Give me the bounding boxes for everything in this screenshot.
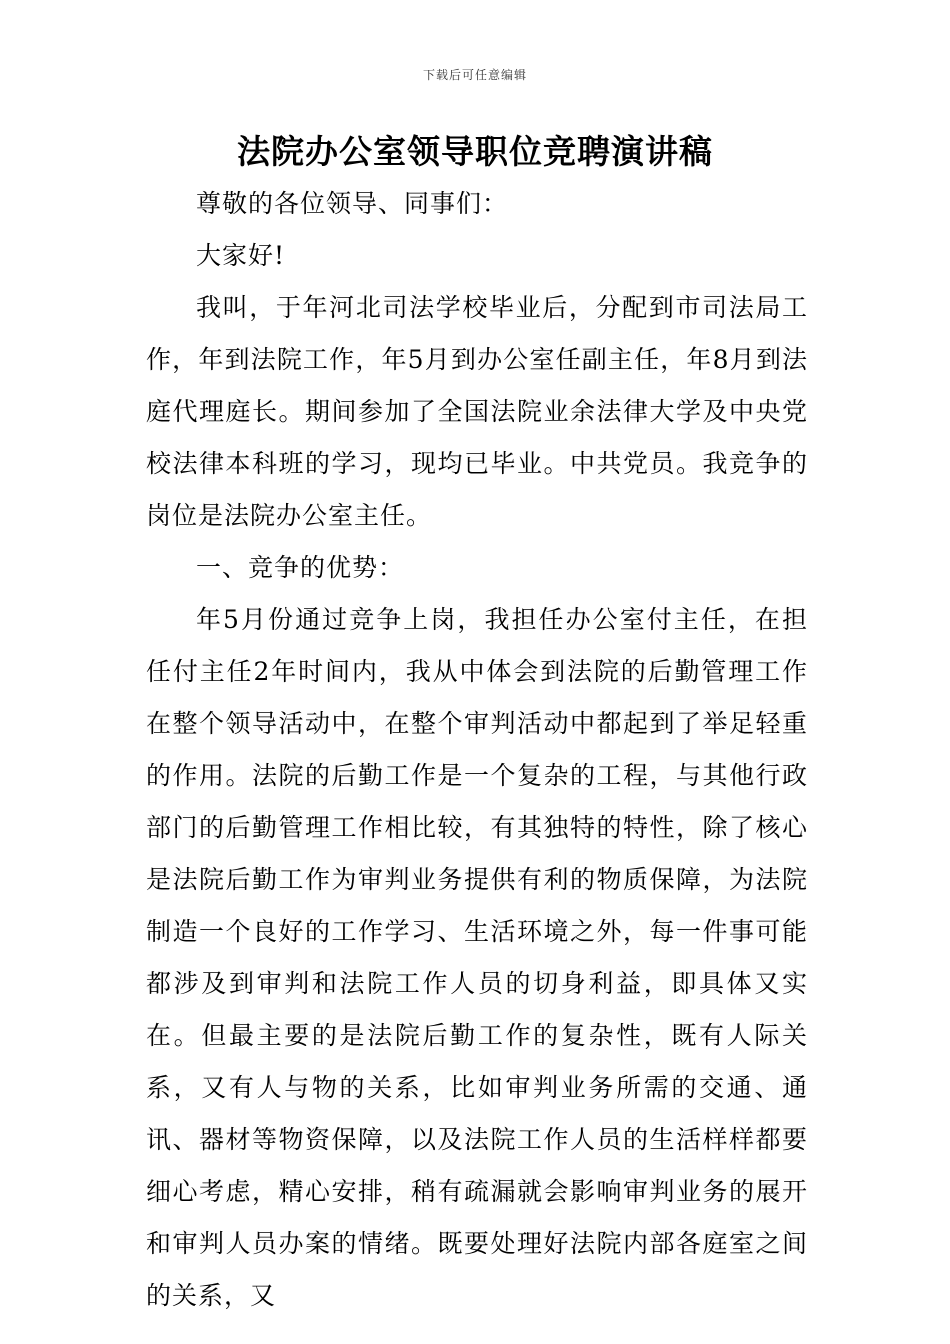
document-title: 法院办公室领导职位竞聘演讲稿 [237, 132, 713, 171]
header-note: 下载后可任意编辑 [422, 68, 527, 82]
document-body [146, 178, 808, 1322]
greeting-paragraph: 大家好! [196, 241, 286, 270]
salutation-paragraph: 尊敬的各位领导、同事们： [196, 189, 509, 218]
self-introduction-paragraph: 我叫，于年河北司法学校毕业后，分配到市司法局工作，年到法院工作，年5月到办公室任副主任，年8月到法庭代理庭长。期间参加了全国法院业余法律大学及中央党校法律本科班的学习，现均已毕业。中共党员。我竞争的岗位是法院办公室主任。 [146, 293, 808, 530]
advantages-paragraph: 年5月份通过竞争上岗，我担任办公室付主任，在担任付主任2年时间内，我从中体会到法院的后勤管理工作在整个领导活动中，在整个审判活动中都起到了举足轻重的作用。法院的后勤工作是一个复杂的工程，与其他行政部门的后勤管理工作相比较，有其独特的特性，除了核心是法院后勤工作为审判业务提供有利的物质保障，为法院制造一个良好的工作学习、生活环境之外，每一件事可能都涉及到审判和法院工作人员的切身利益，即具体又实在。但最主要的是法院后勤工作的复杂性，既有人际关系，又有人与物的关系，比如审判业务所需的交通、通讯、器材等物资保障，以及法院工作人员的生活样样都要细心考虑，精心安排，稍有疏漏就会影响审判业务的展开和审判人员办案的情绪。既要处理好法院内部各庭室之间的关系，又 [146, 605, 808, 1310]
section-heading-advantages: 一、竞争的优势： [196, 553, 405, 582]
